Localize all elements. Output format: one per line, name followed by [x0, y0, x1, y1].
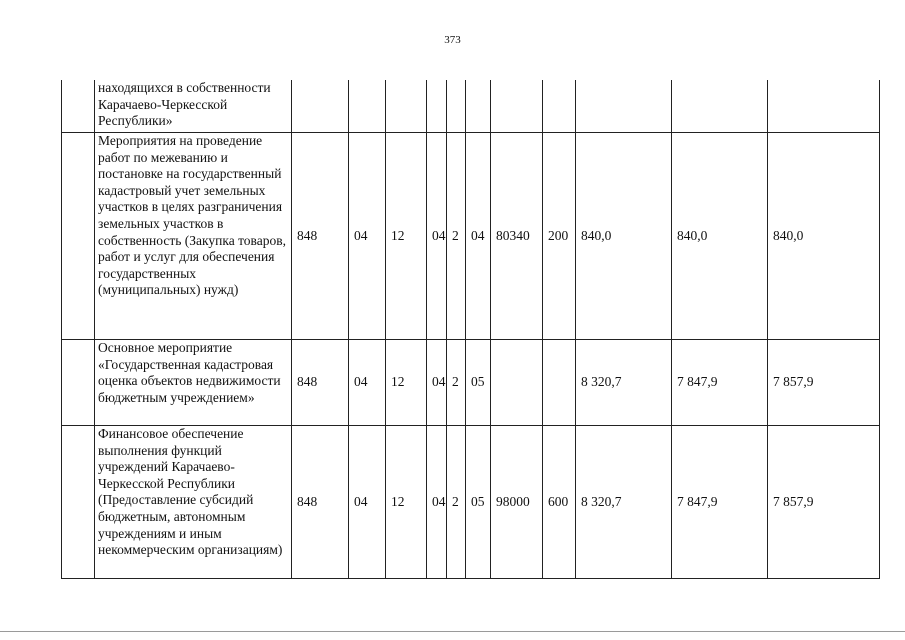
section-code-cell: 04	[349, 133, 386, 340]
budget-table	[61, 80, 880, 579]
row-index-cell	[62, 80, 95, 133]
main-activity-code-cell: 05	[466, 340, 491, 426]
amount-year2-cell: 7 847,9	[672, 426, 768, 579]
subsection-code-cell: 12	[386, 340, 427, 426]
table-row	[62, 426, 880, 579]
amount-year3-cell: 840,0	[768, 133, 880, 340]
expense-type-cell	[543, 340, 576, 426]
amount-year3-cell: 7 857,9	[768, 426, 880, 579]
amount-year1-cell: 840,0	[576, 133, 672, 340]
amount-year3-cell	[768, 80, 880, 133]
row-index-cell	[62, 340, 95, 426]
main-activity-code-cell: 04	[466, 133, 491, 340]
subprogram-code-cell: 2	[447, 340, 466, 426]
ministry-code-cell: 848	[292, 340, 349, 426]
subsection-code-cell	[386, 80, 427, 133]
subsection-code-cell: 12	[386, 133, 427, 340]
subprogram-code-cell	[447, 80, 466, 133]
subprogram-code-cell: 2	[447, 426, 466, 579]
ministry-code-cell: 848	[292, 426, 349, 579]
description-cell: Мероприятия на проведение работ по межеванию и постановке на государственный кадастровый учет земельных участков в целях разграничения земельных участков в собственность (Закупка товаров, работ и услуг для обеспечения государственных (муниципальных) нужд)	[95, 133, 292, 340]
subprogram-code-cell: 2	[447, 133, 466, 340]
expense-type-cell	[543, 80, 576, 133]
section-code-cell: 04	[349, 426, 386, 579]
table-row	[62, 80, 880, 133]
table-row	[62, 133, 880, 340]
direction-code-cell	[491, 80, 543, 133]
ministry-code-cell	[292, 80, 349, 133]
main-activity-code-cell: 05	[466, 426, 491, 579]
direction-code-cell: 98000	[491, 426, 543, 579]
section-code-cell	[349, 80, 386, 133]
table-row	[62, 340, 880, 426]
expense-type-cell: 200	[543, 133, 576, 340]
program-code-cell	[427, 80, 447, 133]
amount-year1-cell	[576, 80, 672, 133]
description-cell: находящихся в собственности Карачаево-Черкесской Республики»	[95, 80, 292, 133]
program-code-cell: 04	[427, 133, 447, 340]
direction-code-cell: 80340	[491, 133, 543, 340]
program-code-cell: 04	[427, 340, 447, 426]
page-number: 373	[444, 34, 461, 46]
amount-year2-cell	[672, 80, 768, 133]
ministry-code-cell: 848	[292, 133, 349, 340]
page-bottom-divider	[0, 631, 905, 632]
amount-year1-cell: 8 320,7	[576, 426, 672, 579]
amount-year2-cell: 840,0	[672, 133, 768, 340]
main-activity-code-cell	[466, 80, 491, 133]
direction-code-cell	[491, 340, 543, 426]
row-index-cell	[62, 426, 95, 579]
amount-year3-cell: 7 857,9	[768, 340, 880, 426]
description-cell: Финансовое обеспечение выполнения функций учреждений Карачаево-Черкесской Республики (Предоставление субсидий бюджетным, автономным учреждениям и иным некоммерческим организациям)	[95, 426, 292, 579]
description-cell: Основное мероприятие «Государственная кадастровая оценка объектов недвижимости бюджетным учреждением»	[95, 340, 292, 426]
subsection-code-cell: 12	[386, 426, 427, 579]
expense-type-cell: 600	[543, 426, 576, 579]
amount-year2-cell: 7 847,9	[672, 340, 768, 426]
section-code-cell: 04	[349, 340, 386, 426]
amount-year1-cell: 8 320,7	[576, 340, 672, 426]
program-code-cell: 04	[427, 426, 447, 579]
row-index-cell	[62, 133, 95, 340]
